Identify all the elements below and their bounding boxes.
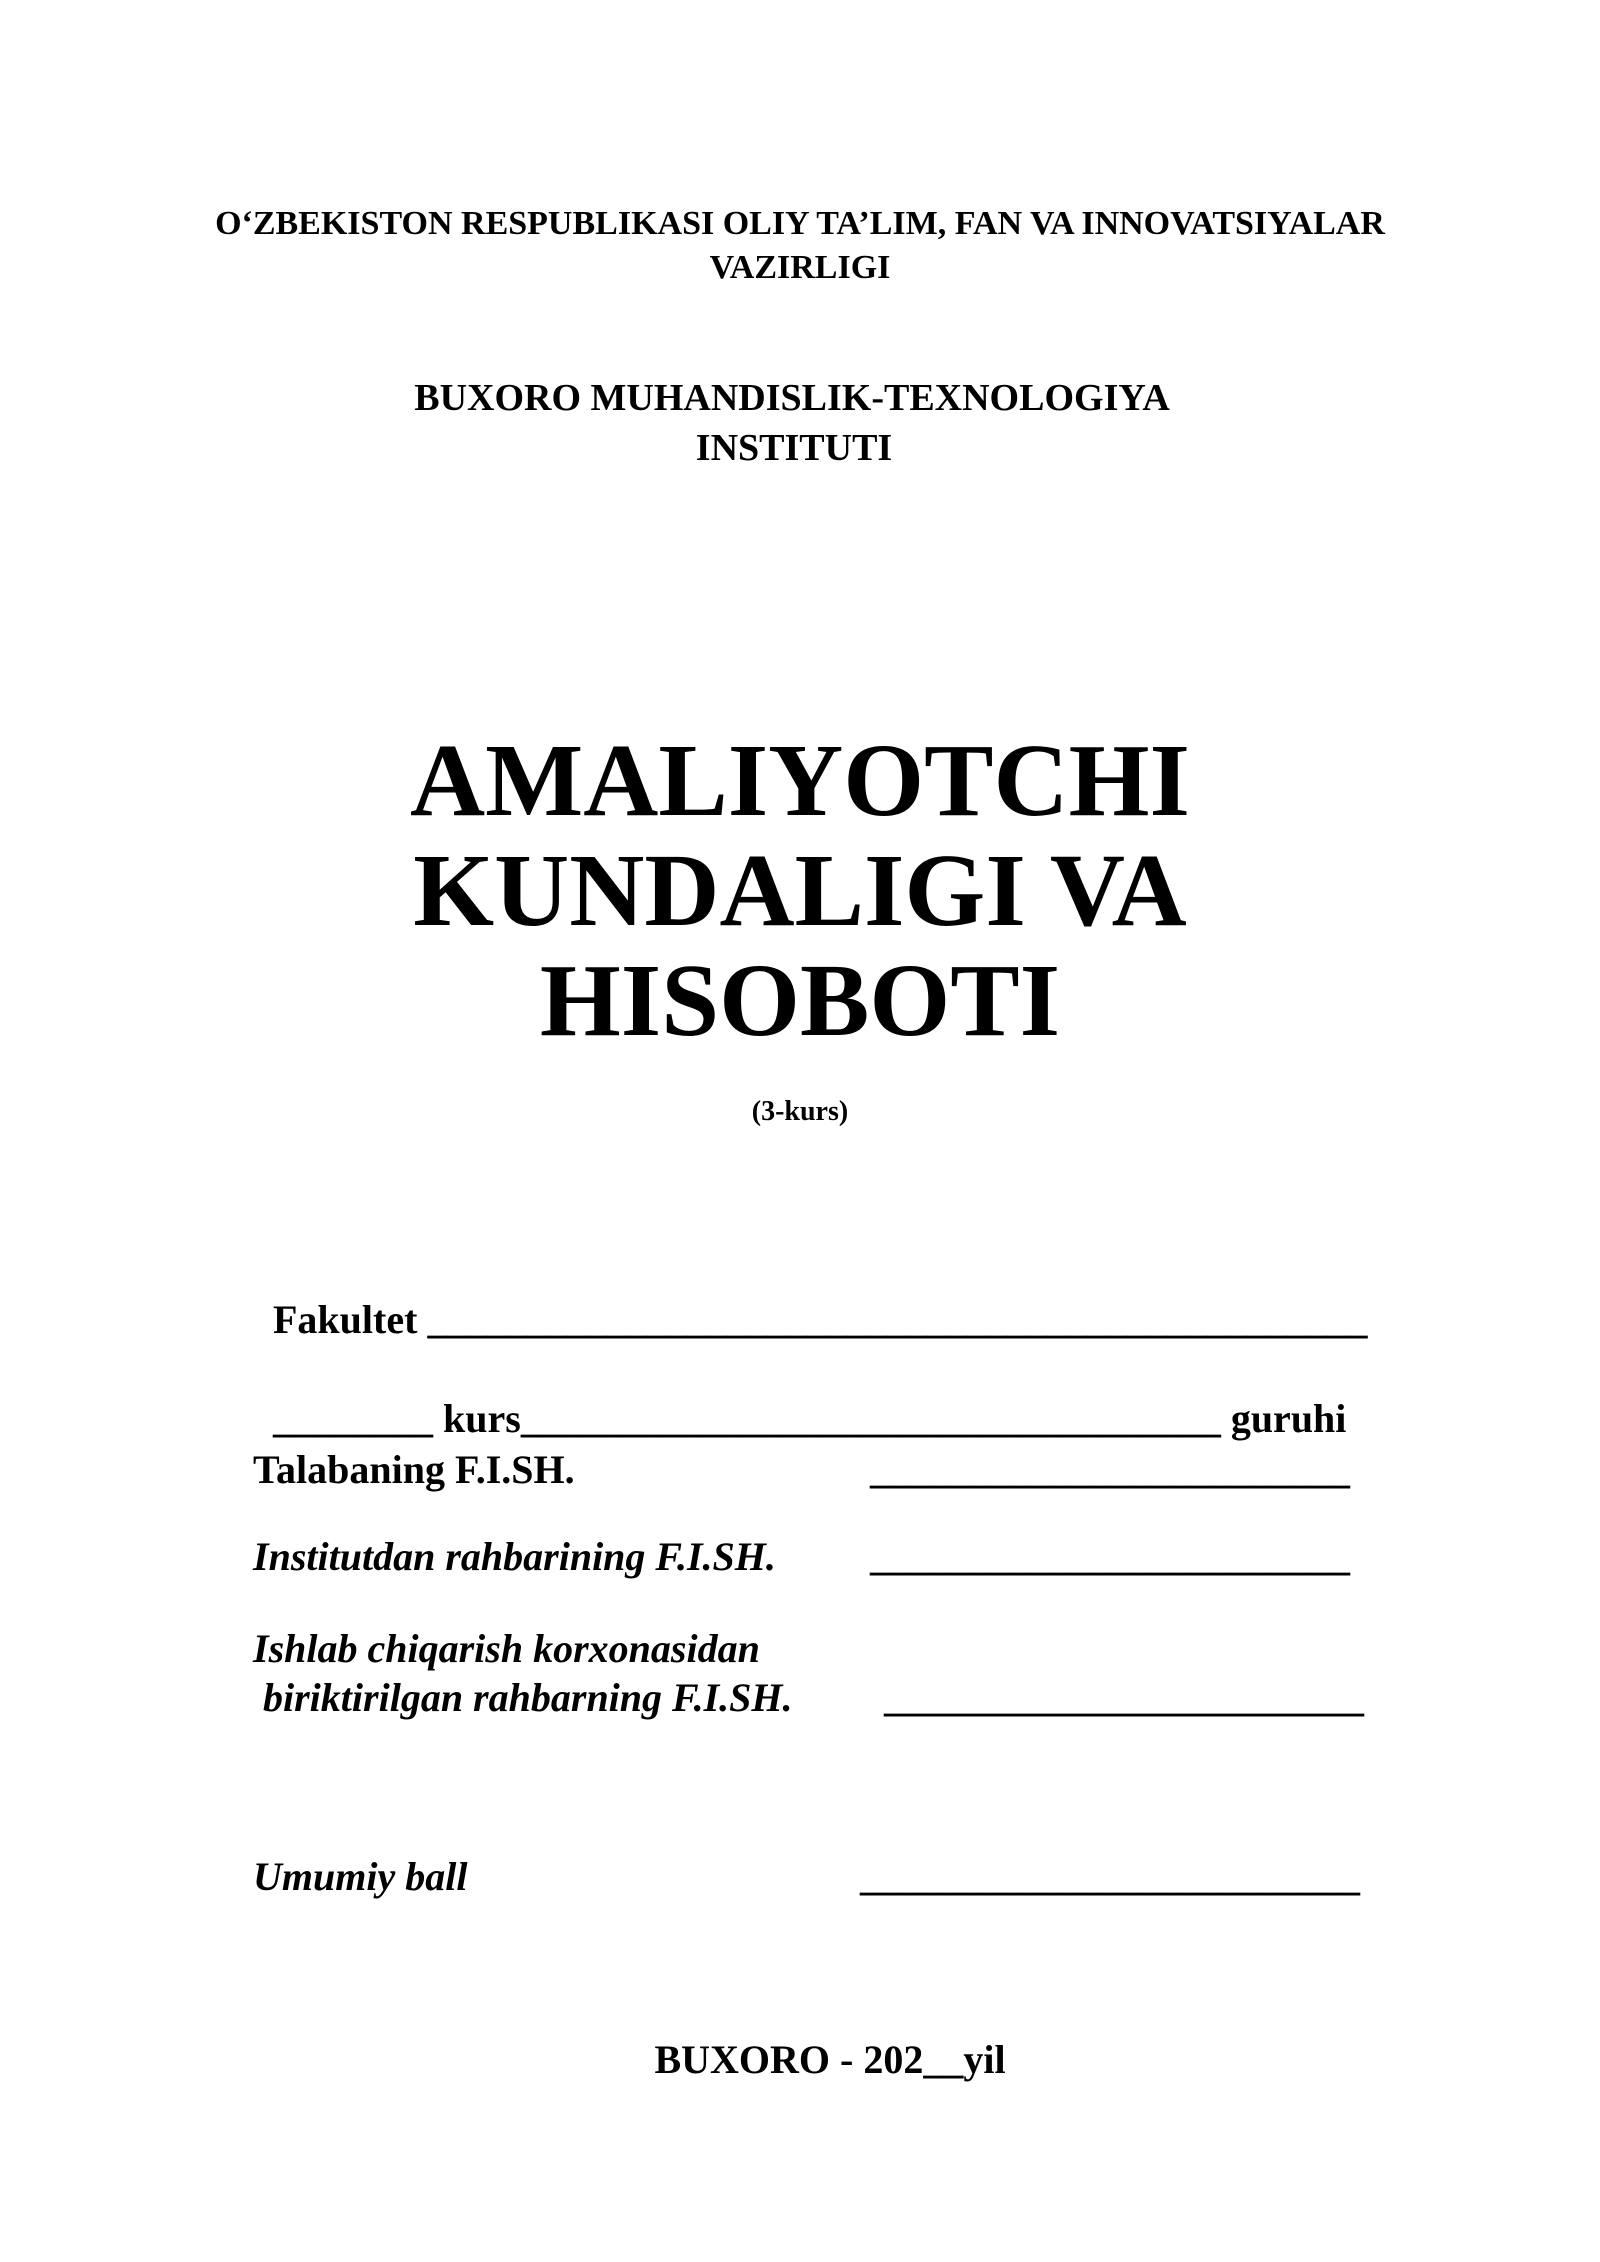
- total-score-label: Umumiy ball: [253, 1854, 468, 1899]
- faculty-label: Fakultet: [273, 1297, 428, 1342]
- company-supervisor-blank[interactable]: ________________________: [884, 1675, 1364, 1720]
- institute-supervisor-label: Institutdan rahbarining F.I.SH.: [253, 1534, 776, 1579]
- ministry-name-line2: VAZIRLIGI: [709, 249, 891, 286]
- faculty-blank[interactable]: _______________________________________________: [427, 1297, 1368, 1342]
- course-group-field: [253, 1347, 1346, 1443]
- company-supervisor-label-line1: Ishlab chiqarish korxonasidan: [253, 1626, 760, 1671]
- faculty-field: [253, 1248, 1367, 1344]
- institute-supervisor-blank[interactable]: ________________________: [870, 1534, 1350, 1579]
- ministry-name-line1: O‘ZBEKISTON RESPUBLIKASI OLIY TA’LIM, FAN VA INNOVATSIYALAR: [215, 205, 1385, 242]
- student-name-label: Talabaning F.I.SH.: [253, 1447, 575, 1492]
- document-title-line2: KUNDALIGI VA: [413, 833, 1187, 948]
- group-blank[interactable]: ___________________________________: [520, 1396, 1221, 1441]
- student-name-blank[interactable]: ________________________: [870, 1447, 1350, 1492]
- group-label: guruhi: [1220, 1396, 1347, 1441]
- city-year-footer: BUXORO - 202__yil: [654, 2037, 1006, 2082]
- company-supervisor-label-line2: biriktirilgan rahbarning F.I.SH.: [263, 1675, 793, 1720]
- course-label: (3-kurs): [751, 1096, 849, 1127]
- course-label-text: kurs: [433, 1396, 521, 1441]
- document-title-line3: HISOBOTI: [539, 943, 1061, 1058]
- document-title-line1: AMALIYOTCHI: [409, 723, 1191, 838]
- course-number-blank[interactable]: ________: [273, 1396, 433, 1441]
- total-score-blank[interactable]: _________________________: [860, 1854, 1360, 1899]
- institute-name-line2: INSTITUTI: [695, 427, 893, 469]
- institute-name-line1: BUXORO MUHANDISLIK-TEXNOLOGIYA: [414, 377, 1170, 419]
